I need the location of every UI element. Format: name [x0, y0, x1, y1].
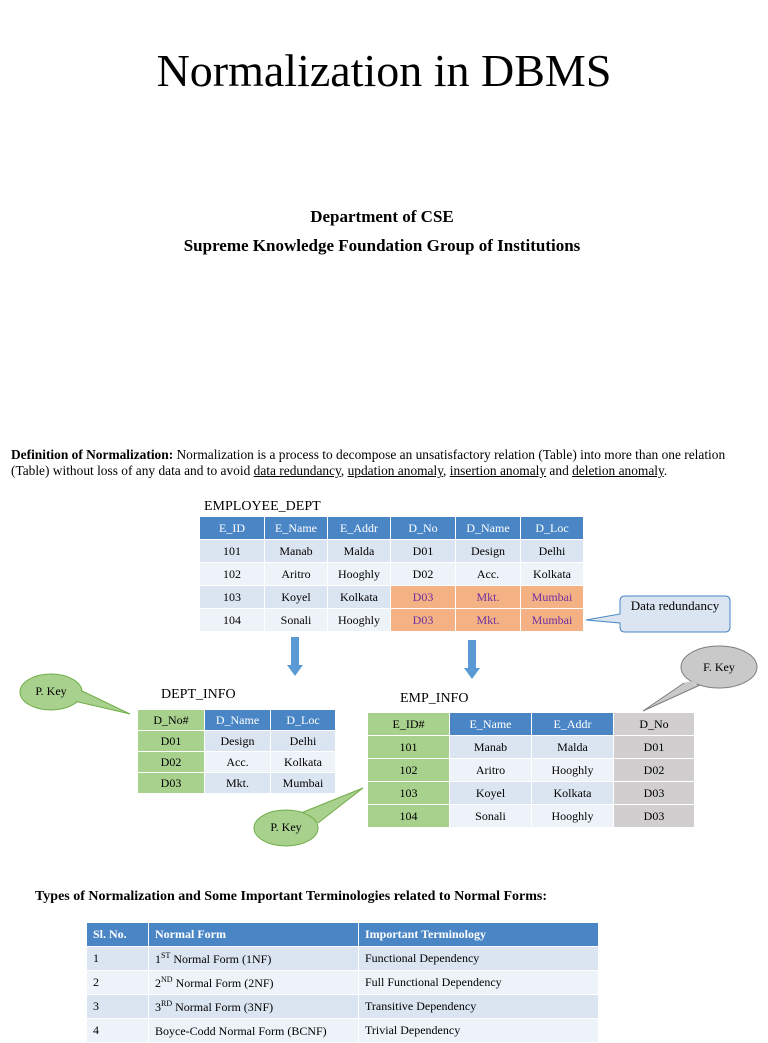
terminology: Full Functional Dependency [359, 971, 599, 995]
table-row [368, 782, 695, 805]
nf-number: Boyce-Codd Normal Form (BCNF) [155, 1023, 327, 1038]
table-cell: Design [456, 540, 521, 563]
pkey-bottom-text: P. Key [270, 820, 302, 834]
period: . [663, 463, 668, 478]
sl-no: 2 [87, 971, 149, 995]
table-cell: Hooghly [532, 805, 614, 828]
column-header: E_ID [200, 517, 265, 540]
table-cell: Hooghly [328, 563, 391, 586]
normal-form [149, 995, 359, 1019]
table-cell: 104 [200, 609, 265, 632]
key-cell: 103 [368, 782, 450, 805]
data-redundancy-text: Data redundancy [630, 598, 720, 613]
table-row [87, 995, 599, 1019]
fkey-callout [640, 644, 760, 714]
normal-form [149, 947, 359, 971]
column-header: E_Addr [532, 713, 614, 736]
table-row [87, 1019, 599, 1043]
table-cell: 103 [200, 586, 265, 609]
table-cell: Mkt. [205, 773, 271, 794]
table-row [200, 586, 584, 609]
table-row [200, 540, 584, 563]
definition-paragraph [11, 447, 761, 479]
nf-name: Normal Form (1NF) [170, 951, 272, 966]
separator: , [443, 463, 450, 478]
table-cell: Sonali [265, 609, 328, 632]
column-header: Important Terminology [359, 923, 599, 947]
key-cell: D02 [138, 752, 205, 773]
table-cell: Aritro [265, 563, 328, 586]
pkey-left-text: P. Key [35, 684, 67, 698]
table-cell: Delhi [521, 540, 584, 563]
nf-suffix: ST [161, 950, 171, 960]
table-cell: Kolkata [521, 563, 584, 586]
nf-number: 3 [155, 999, 161, 1014]
column-header: E_Addr [328, 517, 391, 540]
redundant-cell: D03 [391, 609, 456, 632]
table-row [87, 947, 599, 971]
department-name: Department of CSE [310, 207, 454, 226]
term-data-redundancy: data redundancy [253, 463, 341, 478]
terminology: Trivial Dependency [359, 1019, 599, 1043]
table-cell: 101 [200, 540, 265, 563]
table-cell: Sonali [450, 805, 532, 828]
emp-info-table [367, 712, 695, 828]
column-header: D_Name [205, 710, 271, 731]
nf-number: 2 [155, 975, 161, 990]
table-cell: Koyel [265, 586, 328, 609]
table-cell: Manab [450, 736, 532, 759]
table-row [200, 563, 584, 586]
key-cell: D01 [138, 731, 205, 752]
types-heading: Types of Normalization and Some Important Terminologies related to Normal Forms: [35, 889, 547, 904]
table-cell: D01 [391, 540, 456, 563]
fkey-text: F. Key [703, 660, 735, 674]
normal-forms-table [86, 922, 599, 1043]
pkey-callout-bottom [252, 785, 366, 849]
table-cell: Acc. [456, 563, 521, 586]
column-header: D_Loc [271, 710, 336, 731]
table-cell: Kolkata [271, 752, 336, 773]
nf-suffix: ND [161, 974, 173, 984]
page-title: Normalization in DBMS [156, 45, 612, 96]
table-cell: Delhi [271, 731, 336, 752]
terminology: Functional Dependency [359, 947, 599, 971]
column-header: D_No [614, 713, 695, 736]
nf-name: Normal Form (3NF) [172, 999, 274, 1014]
table-cell: Aritro [450, 759, 532, 782]
key-cell: D03 [138, 773, 205, 794]
institution-name: Supreme Knowledge Foundation Group of Institutions [183, 236, 581, 255]
nf-suffix: RD [161, 998, 173, 1008]
nf-number: 1 [155, 951, 161, 966]
normal-form [149, 1019, 359, 1043]
table-cell: Koyel [450, 782, 532, 805]
column-header: Sl. No. [87, 923, 149, 947]
redundant-cell: Mkt. [456, 586, 521, 609]
separator: , [340, 463, 348, 478]
table-cell: Kolkata [532, 782, 614, 805]
table-cell: Hooghly [328, 609, 391, 632]
table-row [368, 805, 695, 828]
dept-info-table [137, 709, 336, 794]
foreign-key-cell: D03 [614, 805, 695, 828]
table-cell: Kolkata [328, 586, 391, 609]
key-cell: 102 [368, 759, 450, 782]
table-cell: D02 [391, 563, 456, 586]
sl-no: 1 [87, 947, 149, 971]
table-row [87, 971, 599, 995]
emp-info-label: EMP_INFO [400, 691, 469, 706]
table-row [200, 609, 584, 632]
column-header: D_Name [456, 517, 521, 540]
column-header: E_ID# [368, 713, 450, 736]
nf-name: Normal Form (2NF) [172, 975, 274, 990]
table-cell: Manab [265, 540, 328, 563]
column-header: D_No# [138, 710, 205, 731]
column-header: D_Loc [521, 517, 584, 540]
term-updation-anomaly: updation anomaly [347, 463, 444, 478]
column-header: Normal Form [149, 923, 359, 947]
column-header: E_Name [265, 517, 328, 540]
foreign-key-cell: D01 [614, 736, 695, 759]
table-cell: 102 [200, 563, 265, 586]
terminology: Transitive Dependency [359, 995, 599, 1019]
redundant-cell: Mkt. [456, 609, 521, 632]
separator: and [546, 463, 573, 478]
table-cell: Malda [532, 736, 614, 759]
column-header: E_Name [450, 713, 532, 736]
down-arrow-icon [287, 637, 303, 677]
sl-no: 3 [87, 995, 149, 1019]
definition-label: Definition of Normalization: [11, 447, 174, 462]
employee-dept-label: EMPLOYEE_DEPT [204, 499, 321, 514]
table-row [368, 759, 695, 782]
term-insertion-anomaly: insertion anomaly [449, 463, 547, 478]
table-cell: Hooghly [532, 759, 614, 782]
foreign-key-cell: D03 [614, 782, 695, 805]
table-cell: Acc. [205, 752, 271, 773]
definition-text: Normalization is a process to decompose an unsatisfactory relation (Table) into more than one relation (Table) without loss of any data and to avoid [11, 447, 726, 478]
redundant-cell: D03 [391, 586, 456, 609]
table-row [368, 736, 695, 759]
key-cell: 101 [368, 736, 450, 759]
dept-info-label: DEPT_INFO [161, 687, 236, 702]
table-cell: Mumbai [271, 773, 336, 794]
table-row [138, 731, 336, 752]
table-row [138, 752, 336, 773]
table-cell: Malda [328, 540, 391, 563]
sl-no: 4 [87, 1019, 149, 1043]
foreign-key-cell: D02 [614, 759, 695, 782]
redundant-cell: Mumbai [521, 586, 584, 609]
normal-form [149, 971, 359, 995]
redundant-cell: Mumbai [521, 609, 584, 632]
employee-dept-table [199, 516, 584, 632]
key-cell: 104 [368, 805, 450, 828]
term-deletion-anomaly: deletion anomaly [572, 463, 664, 478]
column-header: D_No [391, 517, 456, 540]
table-cell: Design [205, 731, 271, 752]
down-arrow-icon [464, 640, 480, 680]
